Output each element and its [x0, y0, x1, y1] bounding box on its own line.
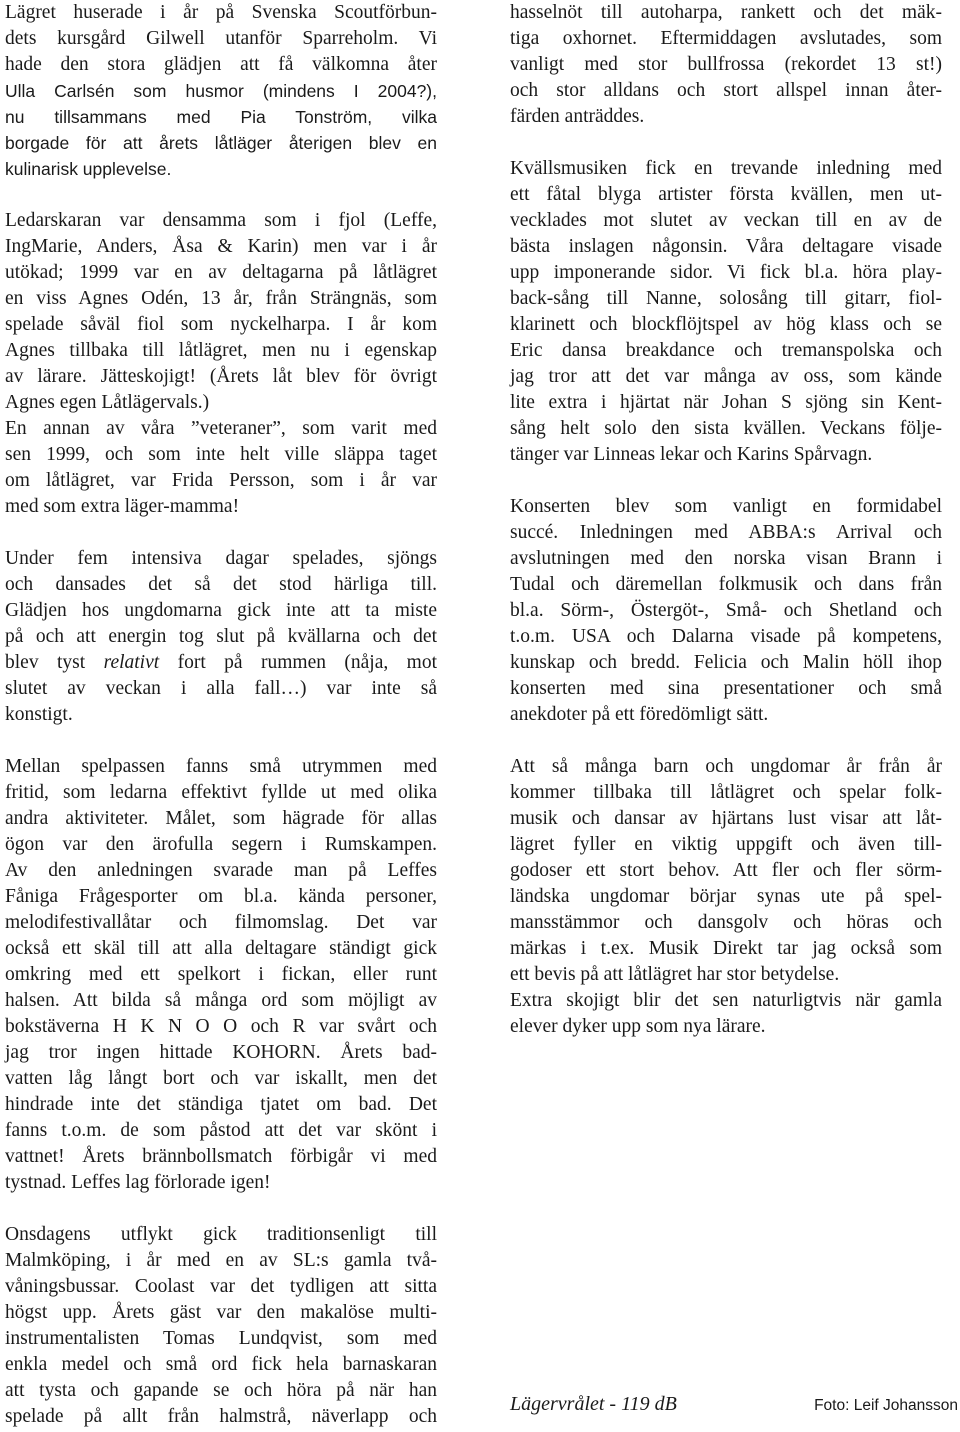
text-line: kommer tillbaka till låtlägret och spelar folk-	[510, 782, 942, 803]
text-line: kulinarisk upplevelse.	[5, 159, 172, 179]
text-line: Att så många barn och ungdomar år från år	[510, 756, 942, 777]
text-line: dets kursgård Gilwell utanför Sparreholm. Vi	[5, 28, 437, 49]
paragraph-ledarskaran	[5, 208, 437, 520]
text-line: spelade såväl fiol som nyckelharpa. I år kom	[5, 314, 437, 335]
text-line: jag tror att det var många av oss, som kände	[510, 366, 942, 387]
page-footer	[0, 1393, 960, 1423]
text-line: med som extra läger-mamma!	[5, 496, 240, 517]
text-line: om låtlägret, var Frida Persson, som i år var	[5, 470, 437, 491]
text-line: Av den anledningen svarade man på Leffes	[5, 860, 437, 881]
text-line: Mellan spelpassen fanns små utrymmen med	[5, 756, 437, 777]
text-line: succé. Inledningen med ABBA:s Arrival och	[510, 522, 942, 543]
text-line: Ledarskaran var densamma som i fjol (Leffe,	[5, 210, 437, 231]
text-line: bokstäverna H K N O O och R var svårt och	[5, 1016, 437, 1037]
text-line: borgade för att årets låtläger återigen blev en	[5, 133, 437, 153]
text-line: vanligt med stor bullfrossa (rekordet 13 st!)	[510, 54, 942, 75]
text-line: IngMarie, Anders, Åsa & Karin) men var i år	[5, 236, 437, 257]
right-column	[510, 0, 942, 1040]
text-line: tiga oxhornet. Eftermiddagen avslutades, som	[510, 28, 942, 49]
paragraph-mellan-spelpassen	[5, 754, 437, 1196]
text-line: kunskap och bredd. Felicia och Malin höll ihop	[510, 652, 942, 673]
text-line: Konserten blev som vanligt en formidabel	[510, 496, 942, 517]
text-line: också ett skäl till att alla deltagare ständigt gick	[5, 938, 437, 959]
text-line: mansstämmor och dansgolv och höras och	[510, 912, 942, 933]
text-line: Lägret huserade i år på Svenska Scoutförbun-	[5, 2, 437, 23]
text-line: anekdoter på ett föredömligt sätt.	[510, 704, 769, 725]
text-line: vatten låg långt bort och var iskallt, men det	[5, 1068, 437, 1089]
text-line: Under fem intensiva dagar spelades, sjöngs	[5, 548, 437, 569]
text-line: slutet av veckan i alla fall…) var inte så	[5, 678, 437, 699]
paragraph-konserten	[510, 494, 942, 728]
text-line: jag tror ingen hittade KOHORN. Årets bad-	[5, 1042, 437, 1063]
text-line: våningsbussar. Coolast var det tydligen att sitta	[5, 1276, 437, 1297]
text-line: back-sång till Nanne, solosång till gitarr, fiol-	[510, 288, 942, 309]
text-line: bl.a. Sörm-, Östergöt-, Små- och Shetland och	[510, 600, 942, 621]
text-line: tystnad. Leffes lag förlorade igen!	[5, 1172, 271, 1193]
text-line: fritid, som ledarna effektivt fyllde ut med olika	[5, 782, 437, 803]
text-line: Tudal och däremellan folkmusik och dans från	[510, 574, 942, 595]
photo-credit: Foto: Leif Johansson	[814, 1397, 958, 1414]
text-line: upp imponerande sidor. Vi fick bl.a. höra play-	[510, 262, 942, 283]
paragraph-att-sa-manga	[510, 754, 942, 1040]
text-run: blev tyst	[5, 652, 104, 673]
text-line	[5, 650, 437, 676]
text-line: vecklades mot slutet av veckan till en av de	[510, 210, 942, 231]
text-line: sen 1999, och som inte helt ville släppa taget	[5, 444, 437, 465]
text-line: Glädjen hos ungdomarna gick inte att ta miste	[5, 600, 437, 621]
text-line: Extra skojigt blir det sen naturligtvis när gamla	[510, 990, 942, 1011]
text-line: hindrade inte det ständiga tjatet om bad. Det	[5, 1094, 437, 1115]
text-line: omkring med ett spelkort i fickan, eller runt	[5, 964, 437, 985]
text-line: av lärare. Jätteskojigt! (Årets låt blev för övrigt	[5, 366, 437, 387]
text-line: spelade på allt från halmstrå, näverlapp och	[5, 1406, 437, 1427]
text-line: Malmköping, i år med en av SL:s gamla två-	[5, 1250, 437, 1271]
text-line: musik och dansar av hjärtans lust visar att låt-	[510, 808, 942, 829]
text-line: elever dyker upp som nya lärare.	[510, 1016, 766, 1037]
text-line: enkla medel och små ord fick hela barnaskaran	[5, 1354, 437, 1375]
text-line: t.o.m. USA och Dalarna visade på kompetens,	[510, 626, 942, 647]
text-line: avslutningen med den norska visan Brann i	[510, 548, 942, 569]
text-line: hade den stora glädjen att få välkomna åter	[5, 54, 437, 75]
text-line: andra aktiviteter. Målet, som hägrade för allas	[5, 808, 437, 829]
text-line: instrumentalisten Tomas Lundqvist, som med	[5, 1328, 437, 1349]
text-run: fort på rummen (nåja, mot	[159, 652, 437, 673]
italic-word: relativt	[103, 652, 160, 673]
text-line: på och att energin tog slut på kvällarna och det	[5, 626, 437, 647]
text-line: färden anträddes.	[510, 106, 645, 127]
text-line: och stor alldans och stort allspel innan åter-	[510, 80, 942, 101]
paragraph-under-fem-dagar	[5, 546, 437, 728]
text-line: vattnet! Årets brännbollsmatch förbigår vi med	[5, 1146, 437, 1167]
text-line: konstigt.	[5, 704, 73, 725]
paragraph-hasselnot	[510, 0, 942, 130]
text-line: ett bevis på att låtlägret har stor betydelse.	[510, 964, 840, 985]
text-line: tänger var Linneas lekar och Karins Spårvagn.	[510, 444, 873, 465]
text-line: högst upp. Årets gäst var den makalöse multi-	[5, 1302, 437, 1323]
text-line: att tysta och gapande se och höra på när han	[5, 1380, 437, 1401]
paragraph-kvallsmusiken	[510, 156, 942, 468]
left-column	[5, 0, 437, 1430]
text-line: ländska ungdomar börjar synas ute på spel-	[510, 886, 942, 907]
text-line: hasselnöt till autoharpa, rankett och det mäk-	[510, 2, 942, 23]
text-line: ögon var den ärofulla segern i Rumskampen.	[5, 834, 437, 855]
text-line: ett fåtal blyga artister första kvällen, men ut-	[510, 184, 942, 205]
text-line: halsen. Att bilda så många ord som möjligt av	[5, 990, 437, 1011]
text-line: Onsdagens utflykt gick traditionsenligt till	[5, 1224, 437, 1245]
text-line: lägret fyller en viktig uppgift och även till-	[510, 834, 942, 855]
text-line: konserten med sina presentationer och små	[510, 678, 942, 699]
text-line: klarinett och blockflöjtspel av hög klass och se	[510, 314, 942, 335]
text-line: utökad; 1999 var en av deltagarna på låtlägret	[5, 262, 437, 283]
text-line: Ulla Carlsén som husmor (mindens I 2004?),	[5, 81, 437, 101]
text-line: bästa inslagen någonsin. Våra deltagare visade	[510, 236, 942, 257]
text-line: godoser ett stort behov. Att fler och fler sörm-	[510, 860, 942, 881]
text-line: nu tillsammans med Pia Tonström, vilka	[5, 107, 437, 127]
text-line: lite extra i hjärtat när Johan S sjöng sin Kent-	[510, 392, 942, 413]
text-line: Agnes egen Låtlägervals.)	[5, 392, 210, 413]
text-line: Kvällsmusiken fick en trevande inledning med	[510, 158, 942, 179]
text-line: sång helt solo den sista kvällen. Veckans följe-	[510, 418, 942, 439]
text-line: Eric dansa breakdance och tremanspolska och	[510, 340, 942, 361]
text-line: Fåniga Frågesporter om bl.a. kända personer,	[5, 886, 437, 907]
text-line: En annan av våra ”veteraner”, som varit med	[5, 418, 437, 439]
text-line: melodifestivallåtar och filmomslag. Det var	[5, 912, 437, 933]
text-line: märkas i t.ex. Musik Direkt tar jag också som	[510, 938, 942, 959]
paragraph-lagret-huserade	[5, 0, 437, 182]
text-line: en viss Agnes Odén, 13 år, från Strängnäs, som	[5, 288, 437, 309]
text-line: fanns t.o.m. de som påstod att det var skönt i	[5, 1120, 437, 1141]
text-line: och dansades det så det stod härliga till.	[5, 574, 437, 595]
magazine-footer: Lägervrålet - 119 dB	[510, 1393, 677, 1415]
text-line: Agnes tillbaka till låtlägret, men nu i egenskap	[5, 340, 437, 361]
